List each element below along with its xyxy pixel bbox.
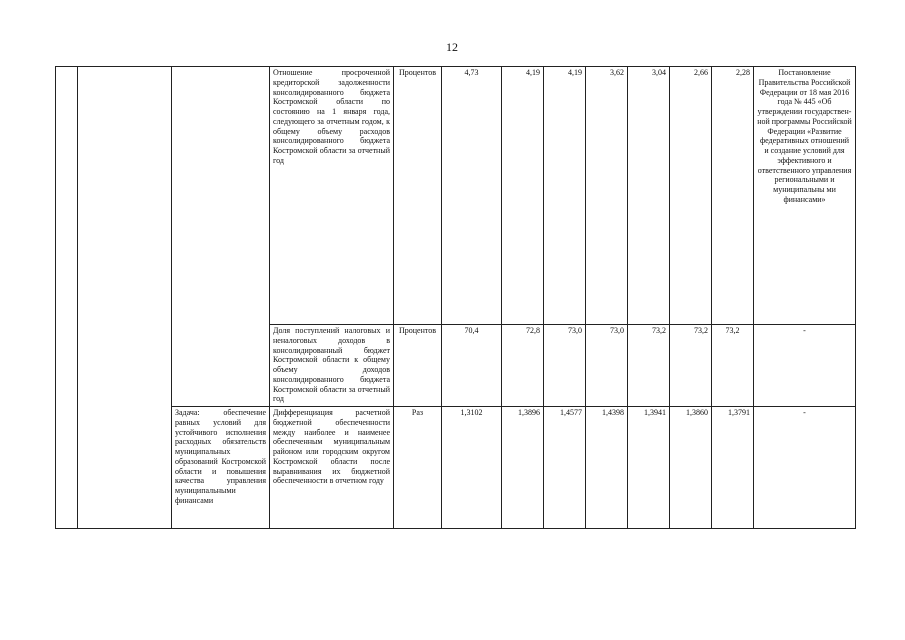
value-cell-6: 2,66	[670, 67, 712, 325]
value-cell-3: 73,0	[544, 325, 586, 407]
value-cell-2: 1,3896	[502, 407, 544, 529]
value-cell-7: 73,2	[712, 325, 754, 407]
number-cell	[56, 67, 78, 529]
goal-cell	[78, 67, 172, 529]
task-cell	[172, 67, 270, 407]
unit-cell: Процентов	[394, 67, 442, 325]
value-cell-7: 2,28	[712, 67, 754, 325]
value-cell-1: 1,3102	[442, 407, 502, 529]
value-cell-2: 72,8	[502, 325, 544, 407]
value-cell-7: 1,3791	[712, 407, 754, 529]
indicator-cell: Отношение просроченной кредиторской задолженности консолидированного бюджета Костромской области по состоянию на 1 января года, следующего за отчетным годом, к общему объему расходов консолидированного бюджета Костромской области за отчетный год	[270, 67, 394, 325]
value-cell-5: 73,2	[628, 325, 670, 407]
value-cell-2: 4,19	[502, 67, 544, 325]
indicator-cell: Дифференциация расчетной бюджетной обеспеченности между наиболее и наименее обеспеченным муниципальным районом или городским округом Костромской области после выравнивания их бюджетной обеспеченности в отчетном году	[270, 407, 394, 529]
value-cell-4: 73,0	[586, 325, 628, 407]
value-cell-5: 1,3941	[628, 407, 670, 529]
table-row	[56, 407, 856, 529]
value-cell-4: 1,4398	[586, 407, 628, 529]
page-number: 12	[446, 40, 458, 54]
value-cell-3: 4,19	[544, 67, 586, 325]
table-row	[56, 67, 856, 325]
value-cell-3: 1,4577	[544, 407, 586, 529]
value-cell-6: 1,3860	[670, 407, 712, 529]
source-cell: -	[754, 325, 856, 407]
value-cell-6: 73,2	[670, 325, 712, 407]
source-cell: -	[754, 407, 856, 529]
unit-cell: Процентов	[394, 325, 442, 407]
indicator-cell: Доля поступлений налоговых и неналоговых доходов в консолидированный бюджет Костромской области к общему объему доходов консолидированного бюджета Костромской области за отчетный год	[270, 325, 394, 407]
task-cell: Задача: обеспечение равных условий для устойчивого исполнения расходных обязательств муниципальных образований Костромской области и повышения качества управления муниципальными финансами	[172, 407, 270, 529]
indicators-table	[55, 66, 856, 529]
value-cell-1: 4,73	[442, 67, 502, 325]
value-cell-4: 3,62	[586, 67, 628, 325]
unit-cell: Раз	[394, 407, 442, 529]
value-cell-5: 3,04	[628, 67, 670, 325]
value-cell-1: 70,4	[442, 325, 502, 407]
source-cell: Постановление Правительства Российской Федерации от 18 мая 2016 года № 445 «Об утверждении государствен-ной программы Российской Федерации «Развитие федеративных отношений и создание условий для эффективного и ответственного управления региональными и муниципальны ми финансами»	[754, 67, 856, 325]
